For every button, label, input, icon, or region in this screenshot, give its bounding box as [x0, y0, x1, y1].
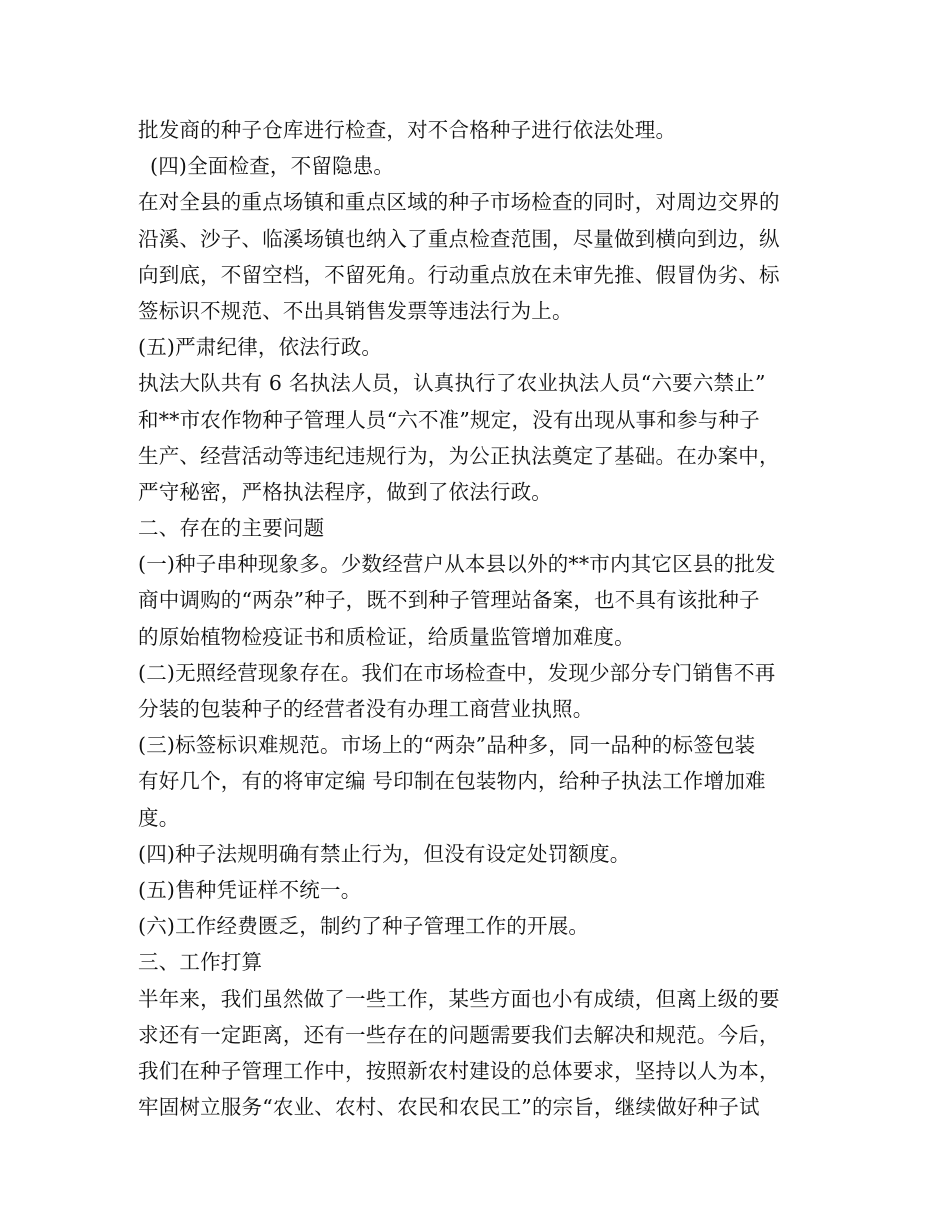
text-line: (一)种子串种现象多。少数经营户从本县以外的**市内其它区县的批发 — [138, 552, 776, 577]
text-line: (四)种子法规明确有禁止行为，但没有设定处罚额度。 — [138, 841, 631, 866]
text-line: 我们在种子管理工作中，按照新农村建设的总体要求，坚持以人为本， — [138, 1058, 780, 1083]
text-line: 和**市农作物种子管理人员“六不准”规定，没有出现从事和参与种子 — [138, 407, 760, 432]
text-line: 沿溪、沙子、临溪场镇也纳入了重点检查范围，尽量做到横向到边，纵 — [138, 226, 780, 251]
text-line: (六)工作经费匮乏，制约了种子管理工作的开展。 — [138, 914, 590, 939]
text-line: 有好几个，有的将审定编 号印制在包装物内，给种子执法工作增加难 — [138, 769, 766, 794]
chapter-heading: 三、工作打算 — [138, 950, 263, 975]
text-line: 分装的包装种子的经营者没有办理工商营业执照。 — [138, 697, 594, 721]
document-body — [138, 112, 818, 1125]
text-line: 牢固树立服务“农业、农村、农民和农民工”的宗旨，继续做好种子试 — [138, 1095, 760, 1120]
text-line: (三)标签标识难规范。市场上的“两杂”品种多，同一品种的标签包装 — [138, 733, 756, 758]
text-line: 执法大队共有 6 名执法人员，认真执行了农业执法人员“六要六禁止” — [138, 371, 766, 396]
text-line: 签标识不规范、不出具销售发票等违法行为上。 — [138, 298, 573, 323]
text-line: 批发商的种子仓库进行检查，对不合格种子进行依法处理。 — [138, 118, 677, 142]
text-line: 的原始植物检疫证书和质检证，给质量监管增加难度。 — [138, 624, 635, 649]
text-line: 半年来，我们虽然做了一些工作，某些方面也小有成绩，但离上级的要 — [138, 986, 780, 1011]
section-heading: (四)全面检查，不留隐患。 — [150, 154, 395, 179]
text-line: (五)售种凭证样不统一。 — [138, 877, 362, 902]
text-line: 商中调购的“两杂”种子，既不到种子管理站备案，也不具有该批种子 — [138, 588, 760, 613]
chapter-heading: 二、存在的主要问题 — [138, 516, 325, 541]
section-heading: (五)严肃纪律，依法行政。 — [138, 335, 383, 360]
text-line: 度。 — [138, 805, 180, 830]
text-line: 在对全县的重点场镇和重点区域的种子市场检查的同时，对周边交界的 — [138, 190, 780, 215]
text-line: 求还有一定距离，还有一些存在的问题需要我们去解决和规范。今后， — [138, 1022, 780, 1047]
text-line: 严守秘密，严格执法程序，做到了依法行政。 — [138, 479, 552, 504]
text-line: 向到底，不留空档，不留死角。行动重点放在未审先推、假冒伪劣、标 — [138, 262, 780, 287]
text-line: (二)无照经营现象存在。我们在市场检查中，发现少部分专门销售不再 — [138, 660, 776, 685]
text-line: 生产、经营活动等违纪违规行为，为公正执法奠定了基础。在办案中， — [138, 443, 780, 468]
